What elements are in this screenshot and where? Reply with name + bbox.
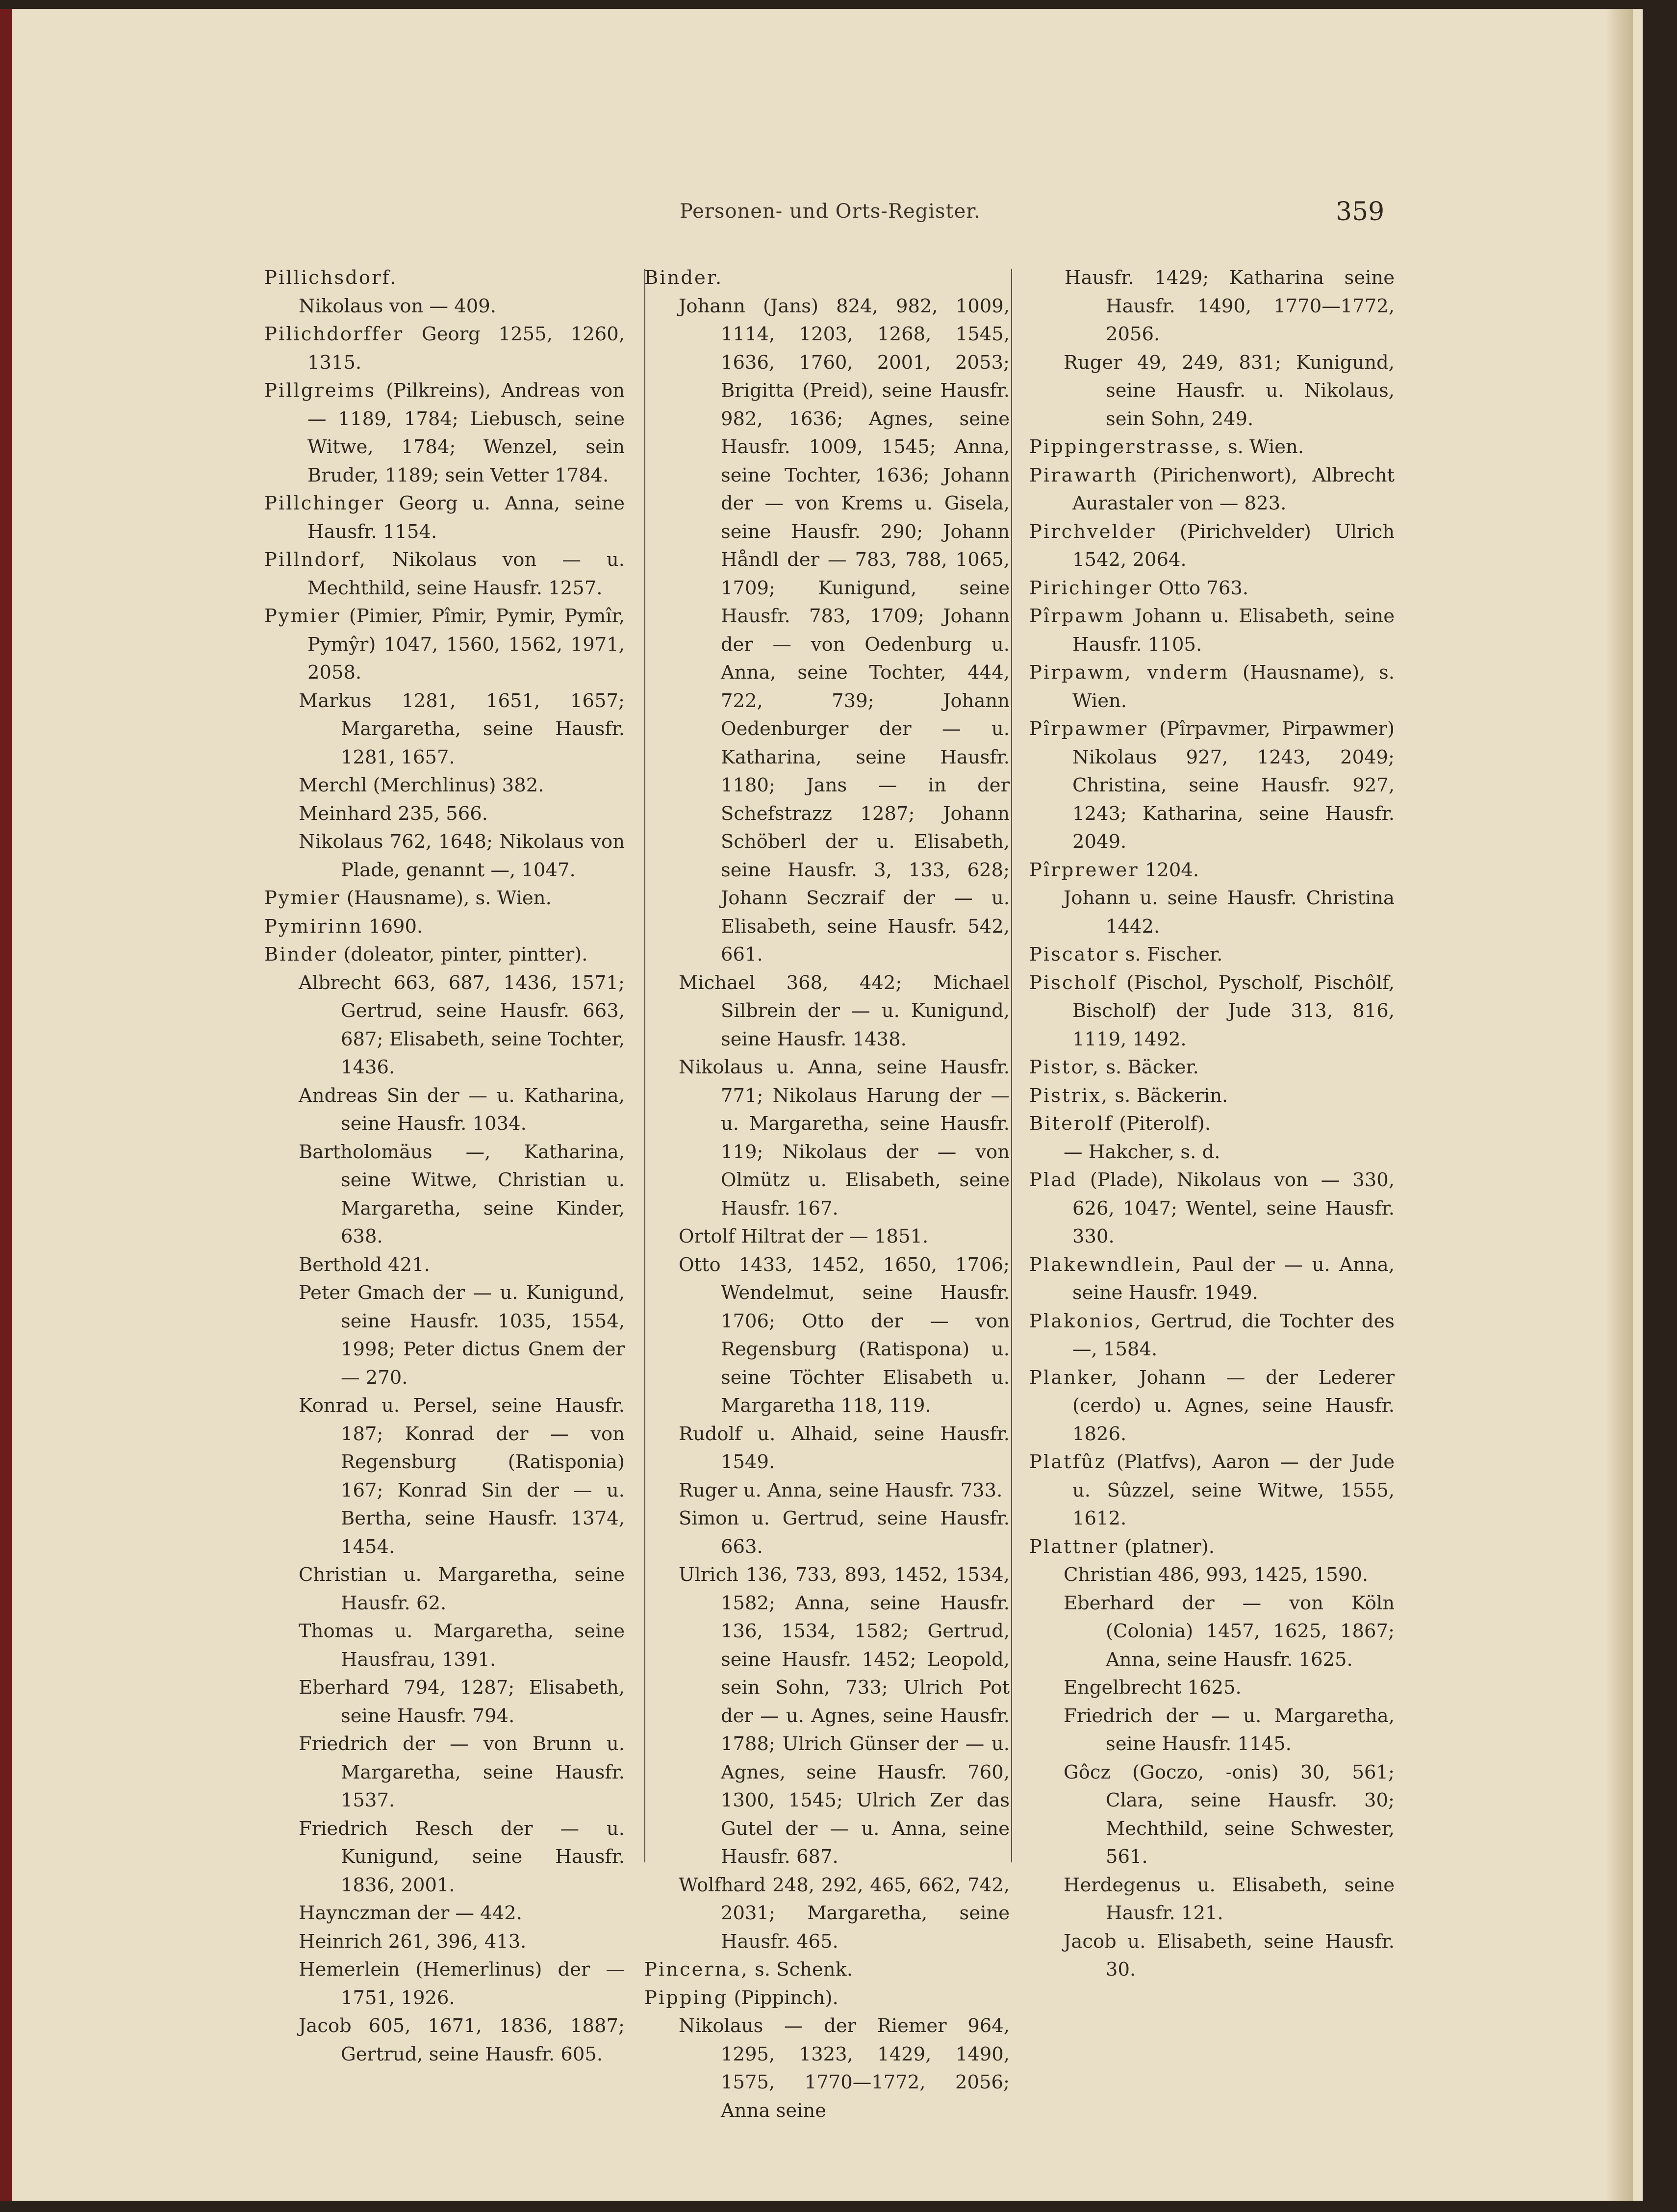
register-entry (264, 1674, 625, 1730)
book-page (0, 9, 1643, 2201)
entry-text: Eberhard 794, 1287; Elisabeth, seine Hausfr. 794. (299, 1677, 625, 1727)
entry-text: Nikolaus u. Anna, seine Hausfr. 771; Nikolaus Harung der — u. Margaretha, seine Hausfr. 119; Nikolaus der — von Olmütz u. Elisabeth, seine Hausfr. 167. (679, 1056, 1010, 1220)
register-entry (1029, 1307, 1395, 1364)
entry-headword: Plattner (1029, 1535, 1119, 1558)
entry-text: Berthold 421. (299, 1253, 430, 1276)
entry-text: (Piterolf). (1113, 1113, 1211, 1135)
register-entry (644, 264, 1010, 292)
register-entry (264, 1730, 625, 1815)
register-entry (1029, 1561, 1395, 1589)
register-entry (644, 2012, 1010, 2125)
register-entry (264, 602, 625, 687)
register-entry (264, 1956, 625, 2012)
register-entry (264, 320, 625, 377)
entry-text: Friedrich der — u. Margaretha, seine Hausfr. 1145. (1064, 1704, 1395, 1755)
register-entry (644, 1956, 1010, 1984)
entry-text: Ruger u. Anna, seine Hausfr. 733. (679, 1479, 1003, 1501)
entry-text: (doleator, pinter, pintter). (337, 943, 588, 966)
entry-text: Nikolaus von — 409. (299, 295, 496, 317)
register-entry (644, 969, 1010, 1054)
register-entry (1029, 1251, 1395, 1307)
register-entry (1029, 1448, 1395, 1533)
entry-text: (Pirichvelder) Ulrich 1542, 2064. (1072, 520, 1395, 571)
entry-headword: Pillndorf, (264, 549, 367, 571)
register-entry (1029, 1166, 1395, 1251)
page-number: 359 (1336, 197, 1385, 227)
register-entry (1029, 1674, 1395, 1702)
entry-text: Hemerlein (Hemerlinus) der — 1751, 1926. (299, 1958, 625, 2009)
entry-headword: Pîrpawm (1029, 605, 1125, 627)
entry-text: (platner). (1118, 1535, 1215, 1558)
entry-headword: Pymier (264, 605, 341, 627)
register-entry (1029, 1364, 1395, 1449)
register-entry (644, 1222, 1010, 1251)
entry-text: Georg 1255, 1260, 1315. (307, 323, 625, 374)
entry-headword: Plakonios, (1029, 1310, 1142, 1332)
entry-headword: Pillchinger (264, 492, 385, 514)
register-entry (1029, 715, 1395, 856)
entry-text: (Pilkreins), Andreas von — 1189, 1784; Liebusch, seine Witwe, 1784; Wenzel, sein Bruder, 1189; sein Vetter 1784. (307, 380, 625, 486)
entry-headword: Planker, (1029, 1366, 1119, 1389)
register-entry (264, 264, 625, 292)
entry-text: — Hakcher, s. d. (1064, 1141, 1220, 1163)
entry-text: Gôcz (Goczo, -onis) 30, 561; Clara, seine Hausfr. 30; Mechthild, seine Schwester, 561. (1064, 1761, 1395, 1868)
register-entry (1029, 574, 1395, 603)
register-column-2 (644, 264, 1010, 2125)
entry-text: Thomas u. Margaretha, seine Hausfrau, 1391. (299, 1620, 625, 1671)
register-entry (1029, 856, 1395, 885)
register-entry (644, 1251, 1010, 1420)
entry-text: Eberhard der — von Köln (Colonia) 1457, 1625, 1867; Anna, seine Hausfr. 1625. (1064, 1592, 1395, 1671)
entry-text: Haynczman der — 442. (299, 1902, 522, 1924)
register-entry (1029, 264, 1395, 349)
register-entry (264, 1815, 625, 1900)
register-entry (644, 292, 1010, 969)
register-entry (264, 913, 625, 941)
register-entry (1029, 349, 1395, 433)
entry-headword: Pipping (644, 1986, 728, 2009)
entry-text: (Pischol, Pyscholf, Pischôlf, Bischolf) der Jude 313, 816, 1119, 1492. (1072, 971, 1395, 1050)
entry-headword: Pillgreims (264, 380, 376, 402)
register-entry (1029, 1138, 1395, 1167)
register-entry (264, 969, 625, 1082)
column-rule (1011, 269, 1012, 1862)
register-entry (644, 1871, 1010, 1956)
entry-text: Bartholomäus —, Katharina, seine Witwe, Christian u. Margaretha, seine Kinder, 638. (299, 1141, 625, 1247)
entry-text: Andreas Sin der — u. Katharina, seine Hausfr. 1034. (299, 1084, 625, 1135)
entry-headword: Piscator (1029, 943, 1119, 966)
register-entry (644, 1420, 1010, 1476)
entry-headword: Pirawarth (1029, 464, 1138, 486)
register-entry (1029, 461, 1395, 518)
entry-text: 1690. (362, 915, 423, 938)
entry-headword: Pischolf (1029, 971, 1117, 994)
register-entry (1029, 941, 1395, 969)
entry-text: Christian u. Margaretha, seine Hausfr. 62. (299, 1564, 625, 1614)
entry-text: s. Fischer. (1119, 943, 1223, 966)
entry-text: s. Bäckerin. (1109, 1084, 1228, 1107)
entry-headword: Pymirinn (264, 915, 363, 938)
entry-text: Paul der — u. Anna, seine Hausfr. 1949. (1072, 1253, 1395, 1304)
entry-text: Peter Gmach der — u. Kunigund, seine Hausfr. 1035, 1554, 1998; Peter dictus Gnem der — 270. (299, 1282, 625, 1389)
register-entry (264, 1138, 625, 1251)
register-entry (1029, 1110, 1395, 1138)
register-entry (1029, 433, 1395, 461)
entry-text: Engelbrecht 1625. (1064, 1677, 1242, 1699)
register-entry (644, 1504, 1010, 1561)
header-title: Personen- und Orts-Register. (680, 200, 981, 223)
register-entry (644, 1561, 1010, 1871)
register-entry (264, 546, 625, 602)
entry-text: Hausfr. 1429; Katharina seine Hausfr. 1490, 1770—1772, 2056. (1065, 267, 1395, 345)
entry-text: Wolfhard 248, 292, 465, 662, 742, 2031; Margaretha, seine Hausfr. 465. (679, 1874, 1010, 1953)
entry-headword: Biterolf (1029, 1113, 1114, 1135)
entry-text: Nikolaus — der Riemer 964, 1295, 1323, 1429, 1490, 1575, 1770—1772, 2056; Anna seine (679, 2015, 1010, 2122)
register-entry (1029, 969, 1395, 1054)
entry-headword: Pistor, (1029, 1056, 1100, 1078)
register-entry (1029, 518, 1395, 574)
register-entry (264, 771, 625, 800)
entry-text: (Hausname), s. Wien. (1072, 661, 1395, 712)
register-entry (644, 1984, 1010, 2012)
register-entry (644, 1053, 1010, 1222)
entry-headword: Platfûz (1029, 1451, 1106, 1473)
register-entry (1029, 1702, 1395, 1758)
register-entry (1029, 1928, 1395, 1984)
register-entry (264, 2012, 625, 2068)
entry-text: Merchl (Merchlinus) 382. (299, 774, 544, 796)
entry-text: Johann u. seine Hausfr. Christina 1442. (1064, 887, 1395, 938)
entry-text: (Plade), Nikolaus von — 330, 626, 1047; Wentel, seine Hausfr. 330. (1072, 1169, 1395, 1247)
register-entry (264, 1561, 625, 1617)
register-entry (1029, 1589, 1395, 1674)
entry-text: Markus 1281, 1651, 1657; Margaretha, seine Hausfr. 1281, 1657. (299, 689, 625, 768)
entry-text: (Pîrpavmer, Pirpawmer) Nikolaus 927, 1243, 2049; Christina, seine Hausfr. 927, 1243; Katharina, seine Hausfr. 2049. (1072, 718, 1395, 853)
entry-text: Otto 763. (1152, 577, 1249, 599)
entry-headword: Plakewndlein, (1029, 1253, 1183, 1276)
entry-headword: Pillichsdorf. (264, 267, 398, 289)
register-entry (264, 1392, 625, 1561)
entry-headword: Pistrix, (1029, 1084, 1109, 1107)
entry-text: (Pimier, Pîmir, Pymir, Pymîr, Pymŷr) 1047, 1560, 1562, 1971, 2058. (307, 605, 625, 684)
entry-text: (Pippinch). (728, 1986, 838, 2009)
register-entry (264, 1617, 625, 1674)
register-entry (264, 1899, 625, 1928)
register-entry (1029, 884, 1395, 941)
register-entry (264, 489, 625, 546)
entry-text: Meinhard 235, 566. (299, 802, 488, 825)
entry-text: (Pirichenwort), Albrecht Aurastaler von — 823. (1072, 464, 1395, 514)
register-entry (264, 292, 625, 321)
entry-headword: Pirchvelder (1029, 520, 1156, 543)
entry-headword: Pymier (264, 887, 341, 909)
register-entry (264, 377, 625, 489)
entry-text: (Hausname), s. Wien. (340, 887, 552, 909)
entry-text: Friedrich der — von Brunn u. Margaretha, seine Hausfr. 1537. (299, 1733, 625, 1811)
register-column-3 (1029, 264, 1395, 1984)
entry-text: Johann (Jans) 824, 982, 1009, 1114, 1203, 1268, 1545, 1636, 1760, 2001, 2053; Brigitta (Preid), seine Hausfr. 982, 1636; Agnes, seine Hausfr. 1009, 1545; Anna, seine Tochter, 1636; Johann der — von Krems u. Gisela, seine Hausfr. 290; Johann Håndl der — 783, 788, 1065, 1709; Kunigund, seine Hausfr. 783, 1709; Johann der — von Oedenburg u. Anna, seine Tochter, 444, 722, 739; Johann Oedenburger der — u. Katharina, seine Hausfr. 1180; Jans — in der Schefstrazz 1287; Johann Schöberl der u. Elisabeth, seine Hausfr. 3, 133, 628; Johann Seczraif der — u. Elisabeth, seine Hausfr. 542, 661. (679, 295, 1010, 966)
entry-text: Rudolf u. Alhaid, seine Hausfr. 1549. (679, 1423, 1010, 1473)
entry-headword: Pilichdorffer (264, 323, 404, 345)
register-entry (644, 1476, 1010, 1505)
entry-text: Christian 486, 993, 1425, 1590. (1064, 1564, 1369, 1586)
page-edge (1606, 9, 1633, 2201)
register-entry (1029, 602, 1395, 659)
entry-headword: Pincerna, (644, 1958, 749, 1981)
entry-text: Simon u. Gertrud, seine Hausfr. 663. (679, 1507, 1010, 1558)
entry-text: Jacob u. Elisabeth, seine Hausfr. 30. (1064, 1930, 1395, 1981)
entry-text: Herdegenus u. Elisabeth, seine Hausfr. 121. (1064, 1874, 1395, 1924)
register-entry (1029, 1871, 1395, 1928)
register-entry (264, 1082, 625, 1138)
entry-text: Nikolaus von — u. Mechthild, seine Hausfr. 1257. (307, 549, 625, 599)
register-entry (264, 828, 625, 884)
entry-text: Johann u. Elisabeth, seine Hausfr. 1105. (1072, 605, 1395, 656)
entry-headword: Pirichinger (1029, 577, 1153, 599)
entry-text: Nikolaus 762, 1648; Nikolaus von Plade, genannt —, 1047. (299, 831, 625, 881)
register-entry (264, 687, 625, 772)
entry-headword: Pîrpawmer (1029, 718, 1148, 740)
entry-text: s. Bäcker. (1100, 1056, 1199, 1078)
entry-text: Johann — der Lederer (cerdo) u. Agnes, seine Hausfr. 1826. (1072, 1366, 1395, 1445)
entry-text: Ortolf Hiltrat der — 1851. (679, 1225, 929, 1247)
register-column-1 (264, 264, 625, 2068)
entry-text: Konrad u. Persel, seine Hausfr. 187; Konrad der — von Regensburg (Ratisponia) 167; Konrad Sin der — u. Bertha, seine Hausfr. 1374, 1454. (299, 1395, 625, 1558)
register-entry (1029, 1533, 1395, 1561)
entry-headword: Pirpawm, vnderm (1029, 661, 1229, 684)
entry-text: Otto 1433, 1452, 1650, 1706; Wendelmut, seine Hausfr. 1706; Otto der — von Regensburg (Ratispona) u. seine Töchter Elisabeth u. Margaretha 118, 119. (679, 1253, 1010, 1417)
register-entry (264, 941, 625, 969)
entry-text: s. Wien. (1221, 436, 1304, 458)
entry-text: (Platfvs), Aaron — der Jude u. Sûzzel, seine Witwe, 1555, 1612. (1072, 1451, 1395, 1529)
entry-headword: Binder. (644, 267, 723, 289)
entry-text: Friedrich Resch der — u. Kunigund, seine Hausfr. 1836, 2001. (299, 1817, 625, 1896)
register-entry (1029, 1053, 1395, 1082)
entry-headword: Pippingerstrasse, (1029, 436, 1222, 458)
register-entry (1029, 1758, 1395, 1871)
register-entry (264, 1251, 625, 1279)
entry-text: s. Schenk. (748, 1958, 853, 1981)
running-header (12, 197, 1643, 234)
entry-text: Jacob 605, 1671, 1836, 1887; Gertrud, seine Hausfr. 605. (299, 2015, 625, 2065)
entry-headword: Binder (264, 943, 338, 966)
entry-text: Ruger 49, 249, 831; Kunigund, seine Hausfr. u. Nikolaus, sein Sohn, 249. (1064, 351, 1395, 430)
entry-text: Gertrud, die Tochter des —, 1584. (1072, 1310, 1395, 1360)
entry-headword: Plad (1029, 1169, 1077, 1191)
entry-text: 1204. (1139, 859, 1199, 881)
register-entry (1029, 659, 1395, 715)
entry-headword: Pîrprewer (1029, 859, 1139, 881)
entry-text: Michael 368, 442; Michael Silbrein der — u. Kunigund, seine Hausfr. 1438. (679, 971, 1010, 1050)
register-entry (1029, 1082, 1395, 1110)
register-entry (264, 800, 625, 828)
entry-text: Georg u. Anna, seine Hausfr. 1154. (307, 492, 625, 543)
entry-text: Heinrich 261, 396, 413. (299, 1930, 527, 1953)
register-entry (264, 1279, 625, 1392)
register-entry (264, 884, 625, 913)
register-entry (264, 1928, 625, 1956)
entry-text: Albrecht 663, 687, 1436, 1571; Gertrud, seine Hausfr. 663, 687; Elisabeth, seine Tochter, 1436. (299, 971, 625, 1078)
entry-text: Ulrich 136, 733, 893, 1452, 1534, 1582; Anna, seine Hausfr. 136, 1534, 1582; Gertrud, seine Hausfr. 1452; Leopold, sein Sohn, 733; Ulrich Pot der — u. Agnes, seine Hausfr. 1788; Ulrich Günser der — u. Agnes, seine Hausfr. 760, 1300, 1545; Ulrich Zer das Gutel der — u. Anna, seine Hausfr. 687. (679, 1564, 1010, 1868)
